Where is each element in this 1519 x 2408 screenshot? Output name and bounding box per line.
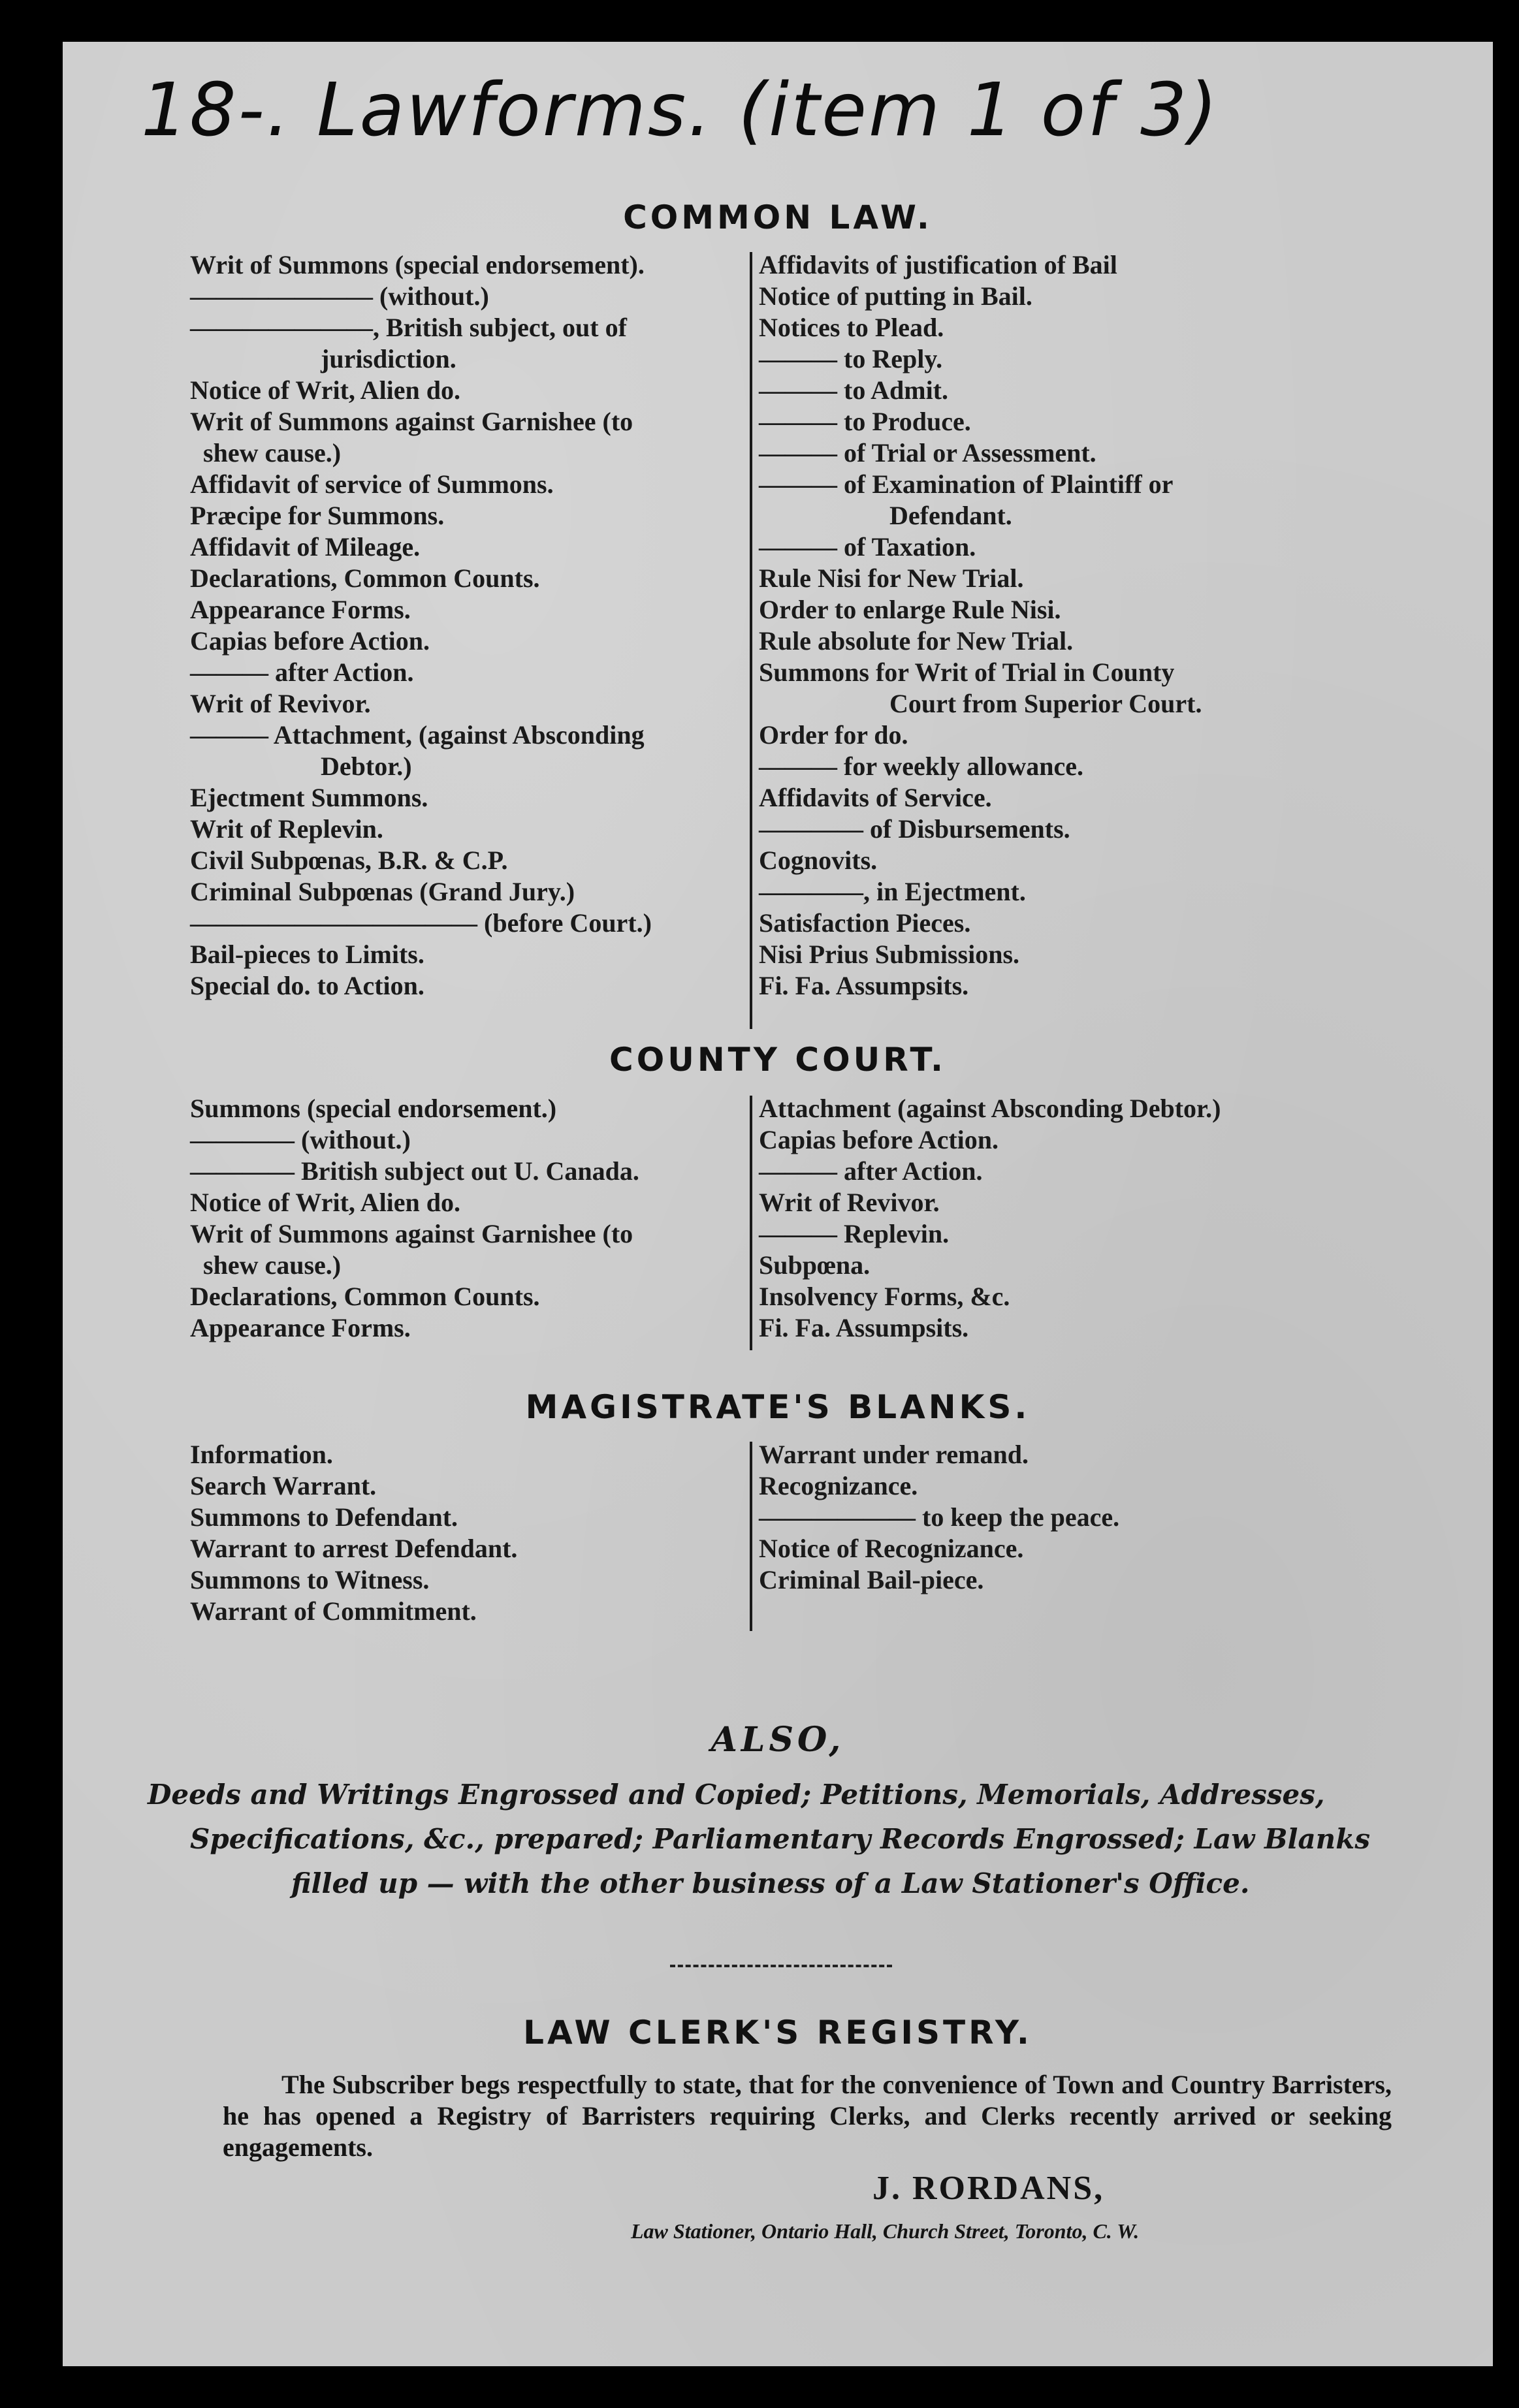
list-item: Subpœna. bbox=[759, 1250, 871, 1280]
list-item: Declarations, Common Counts. bbox=[190, 563, 540, 593]
list-item: Order for do. bbox=[759, 720, 908, 750]
list-item: Criminal Subpœnas (Grand Jury.) bbox=[190, 877, 575, 906]
list-item: ——— of Taxation. bbox=[759, 532, 976, 562]
list-item: Affidavit of service of Summons. bbox=[190, 469, 554, 499]
column-divider bbox=[750, 252, 752, 1029]
list-item: Writ of Summons against Garnishee (to bbox=[190, 1219, 633, 1248]
list-item: Writ of Revivor. bbox=[759, 1188, 940, 1217]
magistrates-blanks-left-column bbox=[190, 1439, 810, 1627]
list-item: Warrant to arrest Defendant. bbox=[190, 1534, 518, 1563]
list-item: Notice of Writ, Alien do. bbox=[190, 1188, 461, 1217]
divider-rule bbox=[670, 1965, 892, 1967]
list-item: Writ of Summons against Garnishee (to bbox=[190, 407, 633, 436]
list-item: shew cause.) bbox=[203, 438, 342, 467]
list-item: Capias before Action. bbox=[759, 1125, 999, 1154]
list-item: Satisfaction Pieces. bbox=[759, 908, 971, 938]
also-line: Specifications, &c., prepared; Parliamentary Records Engrossed; Law Blanks bbox=[190, 1823, 1370, 1855]
list-item: Appearance Forms. bbox=[190, 595, 411, 624]
list-item: jurisdiction. bbox=[321, 344, 456, 373]
list-item: Recognizance. bbox=[759, 1471, 918, 1500]
list-item: ——— after Action. bbox=[190, 657, 414, 687]
also-line: filled up — with the other business of a Law Stationer's Office. bbox=[291, 1867, 1250, 1899]
list-item: ———— of Disbursements. bbox=[759, 814, 1070, 844]
list-item: Notice of putting in Bail. bbox=[759, 281, 1032, 311]
list-item: ——————— (without.) bbox=[190, 281, 489, 311]
list-item: ———————, British subject, out of bbox=[190, 313, 627, 342]
list-item: shew cause.) bbox=[203, 1250, 342, 1280]
list-item: ——— of Examination of Plaintiff or bbox=[759, 469, 1174, 499]
list-item: Rule absolute for New Trial. bbox=[759, 626, 1074, 656]
list-item: ———— (without.) bbox=[190, 1125, 411, 1154]
list-item: ——— to Admit. bbox=[759, 375, 948, 405]
also-line: Deeds and Writings Engrossed and Copied; Petitions, Memorials, Addresses, bbox=[148, 1779, 1325, 1811]
list-item: ——— to Reply. bbox=[759, 344, 943, 373]
list-item: Warrant of Commitment. bbox=[190, 1596, 477, 1626]
list-item: Affidavit of Mileage. bbox=[190, 532, 421, 562]
list-item: Summons to Defendant. bbox=[190, 1502, 458, 1532]
list-item: ——— for weekly allowance. bbox=[759, 752, 1083, 781]
list-item: Defendant. bbox=[889, 501, 1012, 530]
list-item: Writ of Replevin. bbox=[190, 814, 383, 844]
list-item: Notice of Writ, Alien do. bbox=[190, 375, 461, 405]
list-item: Ejectment Summons. bbox=[190, 783, 428, 812]
list-item: ———— British subject out U. Canada. bbox=[190, 1156, 639, 1186]
registry-paragraph: The Subscriber begs respectfully to state, that for the convenience of Town and Country Barristers, he has opened a Registry of Barristers requiring Clerks, and Clerks recently arrived or seeking engagements. bbox=[223, 2070, 1392, 2162]
list-item: Writ of Summons (special endorsement). bbox=[190, 250, 645, 279]
column-divider bbox=[750, 1442, 752, 1631]
list-item: Criminal Bail-piece. bbox=[759, 1565, 984, 1594]
magistrates-blanks-heading: MAGISTRATE'S BLANKS. bbox=[525, 1388, 1031, 1426]
list-item: ——— of Trial or Assessment. bbox=[759, 438, 1096, 467]
list-item: Summons to Witness. bbox=[190, 1565, 430, 1594]
list-item: Notice of Recognizance. bbox=[759, 1534, 1024, 1563]
column-divider bbox=[750, 1096, 752, 1350]
list-item: Summons for Writ of Trial in County bbox=[759, 657, 1175, 687]
list-item: ——— Replevin. bbox=[759, 1219, 950, 1248]
common-law-left-column bbox=[190, 249, 810, 1002]
list-item: Nisi Prius Submissions. bbox=[759, 940, 1020, 969]
list-item: Affidavits of Service. bbox=[759, 783, 992, 812]
list-item: Fi. Fa. Assumpsits. bbox=[759, 971, 969, 1000]
list-item: Capias before Action. bbox=[190, 626, 430, 656]
county-court-heading: COUNTY COURT. bbox=[609, 1041, 946, 1079]
county-court-right-column bbox=[759, 1093, 1379, 1344]
list-item: Notices to Plead. bbox=[759, 313, 944, 342]
handwritten-note: 18-. Lawforms. (item 1 of 3) bbox=[141, 68, 1220, 153]
list-item: Writ of Revivor. bbox=[190, 689, 371, 718]
list-item: Rule Nisi for New Trial. bbox=[759, 563, 1024, 593]
list-item: ——— Attachment, (against Absconding bbox=[190, 720, 645, 750]
list-item: Warrant under remand. bbox=[759, 1440, 1029, 1469]
list-item: Insolvency Forms, &c. bbox=[759, 1282, 1010, 1311]
signature-name: J. RORDANS, bbox=[872, 2170, 1105, 2207]
list-item: Search Warrant. bbox=[190, 1471, 377, 1500]
magistrates-blanks-right-column bbox=[759, 1439, 1379, 1596]
list-item: ——— to Produce. bbox=[759, 407, 971, 436]
list-item: Special do. to Action. bbox=[190, 971, 424, 1000]
list-item: Appearance Forms. bbox=[190, 1313, 411, 1342]
registry-heading: LAW CLERK'S REGISTRY. bbox=[523, 2014, 1032, 2052]
list-item: Affidavits of justification of Bail bbox=[759, 250, 1117, 279]
list-item: Fi. Fa. Assumpsits. bbox=[759, 1313, 969, 1342]
also-heading: ALSO, bbox=[711, 1720, 845, 1760]
list-item: Order to enlarge Rule Nisi. bbox=[759, 595, 1061, 624]
list-item: Debtor.) bbox=[321, 752, 412, 781]
common-law-heading: COMMON LAW. bbox=[623, 198, 933, 236]
list-item: ————, in Ejectment. bbox=[759, 877, 1026, 906]
list-item: Civil Subpœnas, B.R. & C.P. bbox=[190, 846, 508, 875]
list-item: Summons (special endorsement.) bbox=[190, 1094, 557, 1123]
common-law-right-column bbox=[759, 249, 1379, 1002]
county-court-left-column bbox=[190, 1093, 810, 1344]
list-item: —————— to keep the peace. bbox=[759, 1502, 1120, 1532]
list-item: Attachment (against Absconding Debtor.) bbox=[759, 1094, 1221, 1123]
list-item: ——— after Action. bbox=[759, 1156, 983, 1186]
list-item: Court from Superior Court. bbox=[889, 689, 1202, 718]
list-item: Declarations, Common Counts. bbox=[190, 1282, 540, 1311]
signature-address: Law Stationer, Ontario Hall, Church Street, Toronto, C. W. bbox=[631, 2219, 1140, 2243]
document-sheet bbox=[63, 42, 1493, 2366]
list-item: Præcipe for Summons. bbox=[190, 501, 445, 530]
list-item: ——————————— (before Court.) bbox=[190, 908, 652, 938]
list-item: Cognovits. bbox=[759, 846, 878, 875]
list-item: Bail-pieces to Limits. bbox=[190, 940, 424, 969]
list-item: Information. bbox=[190, 1440, 333, 1469]
